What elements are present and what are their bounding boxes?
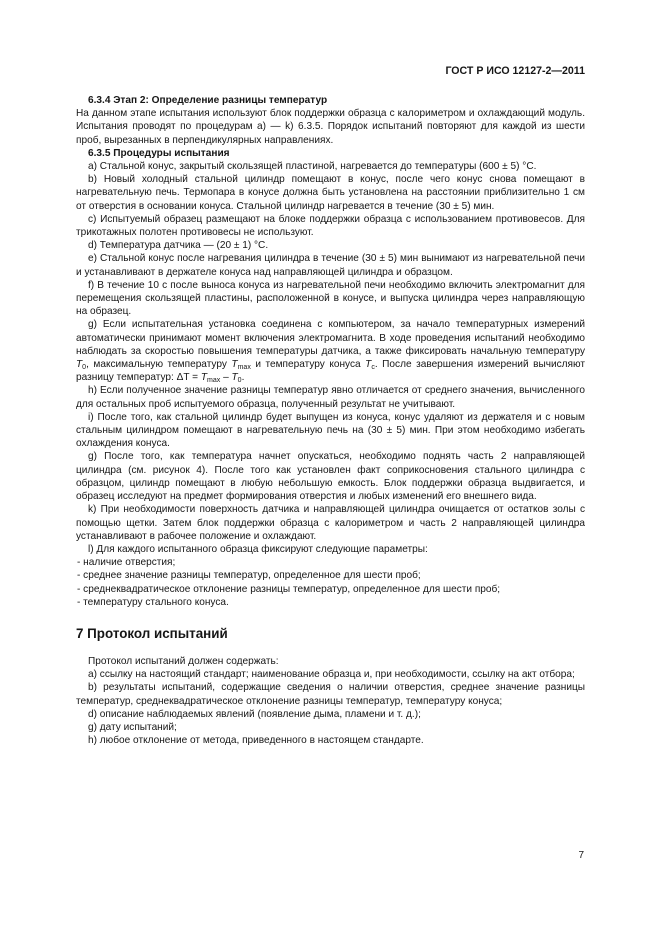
report-item: а) ссылку на настоящий стандарт; наименование образца и, при необходимости, ссылку на акт отбора; — [88, 669, 575, 681]
section-7-intro: Протокол испытаний должен содержать: — [88, 655, 279, 667]
procedure-k: k) При необходимости поверхность датчика и направляющей цилиндра очищается от остатков золы с помощью щетки. Затем блок поддержки образца с калориметром и часть 2 направляющей цилиндра устанавливают в рабочее положение и охлаждают. — [76, 504, 585, 542]
section-6-3-4-text: На данном этапе испытания используют блок поддержки образца с калориметром и охлаждающий модуль. Испытания проводят по процедурам а) — k) 6.3.5. Порядок испытаний повторяют для каждой из шести проб, вырезанных в перпендикулярных направлениях. — [76, 108, 585, 146]
section-7-title: 7 Протокол испытаний — [76, 625, 228, 641]
page-content — [76, 94, 585, 747]
procedure-i: i) После того, как стальной цилиндр будет выпущен из конуса, конус удаляют из держателя и с новым стальным цилиндром помещают в нагревательную печь на (30 ± 5) мин. При этом необходимо избегать охлаждения конуса. — [76, 411, 585, 450]
report-item: b) результаты испытаний, содержащие сведения о наличии отверстия, среднее значение разницы температур, среднеквадратическое отклонение разницы температур, температуру конуса; — [76, 682, 585, 707]
list-item: - наличие отверстия; — [77, 557, 176, 569]
list-item: - температуру стального конуса. — [77, 596, 229, 608]
procedure-l: l) Для каждого испытанного образца фиксируют следующие параметры: — [88, 543, 428, 555]
procedure-d: d) Температура датчика — (20 ± 1) °С. — [88, 240, 269, 252]
procedure-b: b) Новый холодный стальной цилиндр помещают в конус, после чего конус снова помещают в нагревательную печь. Термопара в конусе должна быть установлена на расстоянии приблизительно 1 см от отверстия в основании конуса. Стальной цилиндр нагревается в течение (30 ± 5) мин. — [76, 174, 585, 212]
document-code: ГОСТ Р ИСО 12127-2—2011 — [445, 65, 585, 77]
section-6-3-5-title: 6.3.5 Процедуры испытания — [88, 147, 230, 159]
page-number: 7 — [578, 850, 584, 861]
list-item: - среднеквадратическое отклонение разницы температур, определенное для шести проб; — [77, 583, 501, 595]
procedure-a: а) Стальной конус, закрытый скользящей пластиной, нагревается до температуры (600 ± 5) °С. — [88, 161, 537, 173]
procedure-g: g) Если испытательная установка соединена с компьютером, за начало температурных измерений автоматически принимают момент включения электромагнита. В ходе проведения испытаний необходимо наблюдать за скоростью повышения температуры датчика, а также фиксировать начальную температуру $T_0$, максимальную температуру $T_{max}$ и температуру конуса $T_c$. После завершения измерений вычисляют разницу температур: $\Delta T = T_{max} - T_0$. — [76, 319, 585, 385]
procedure-g-repeat: g) После того, как температура начнет опускаться, необходимо поднять часть 2 направляющей цилиндра (см. рисунок 4). После того как установлен факт соприкосновения стального цилиндра с образцом, цилиндр помещают в любую небольшую емкость. Блок поддержки образца выдвигается, и образец исследуют на предмет формирования отверстия и любых изменений его внешнего вида. — [76, 451, 585, 503]
procedure-h: h) Если полученное значение разницы температур явно отличается от среднего значения, вычисленного для остальных проб испытуемого образца, полученный результат не учитывают. — [76, 385, 585, 410]
procedure-f: f) В течение 10 с после выноса конуса из нагревательной печи необходимо включить электромагнит для перемещения скользящей пластины, расположенной в конусе, и выпуска цилиндра через направляющую на образец. — [76, 279, 585, 318]
section-6-3-4-title: 6.3.4 Этап 2: Определение разницы температур — [88, 95, 328, 106]
report-item: g) дату испытаний; — [88, 721, 177, 733]
report-item: d) описание наблюдаемых явлений (появление дыма, пламени и т. д.); — [88, 708, 421, 720]
procedure-e: е) Стальной конус после нагревания цилиндра в течение (30 ± 5) мин вынимают из нагревательной печи и устанавливают в держателе конуса над направляющей цилиндра и образцом. — [76, 253, 585, 278]
report-item: h) любое отклонение от метода, приведенного в настоящем стандарте. — [88, 735, 424, 747]
list-item: - среднее значение разницы температур, определенное для шести проб; — [77, 570, 421, 582]
procedure-c: с) Испытуемый образец размещают на блоке поддержки образца с использованием противовесов. Для трикотажных полотен противовесы не используют. — [76, 213, 585, 239]
